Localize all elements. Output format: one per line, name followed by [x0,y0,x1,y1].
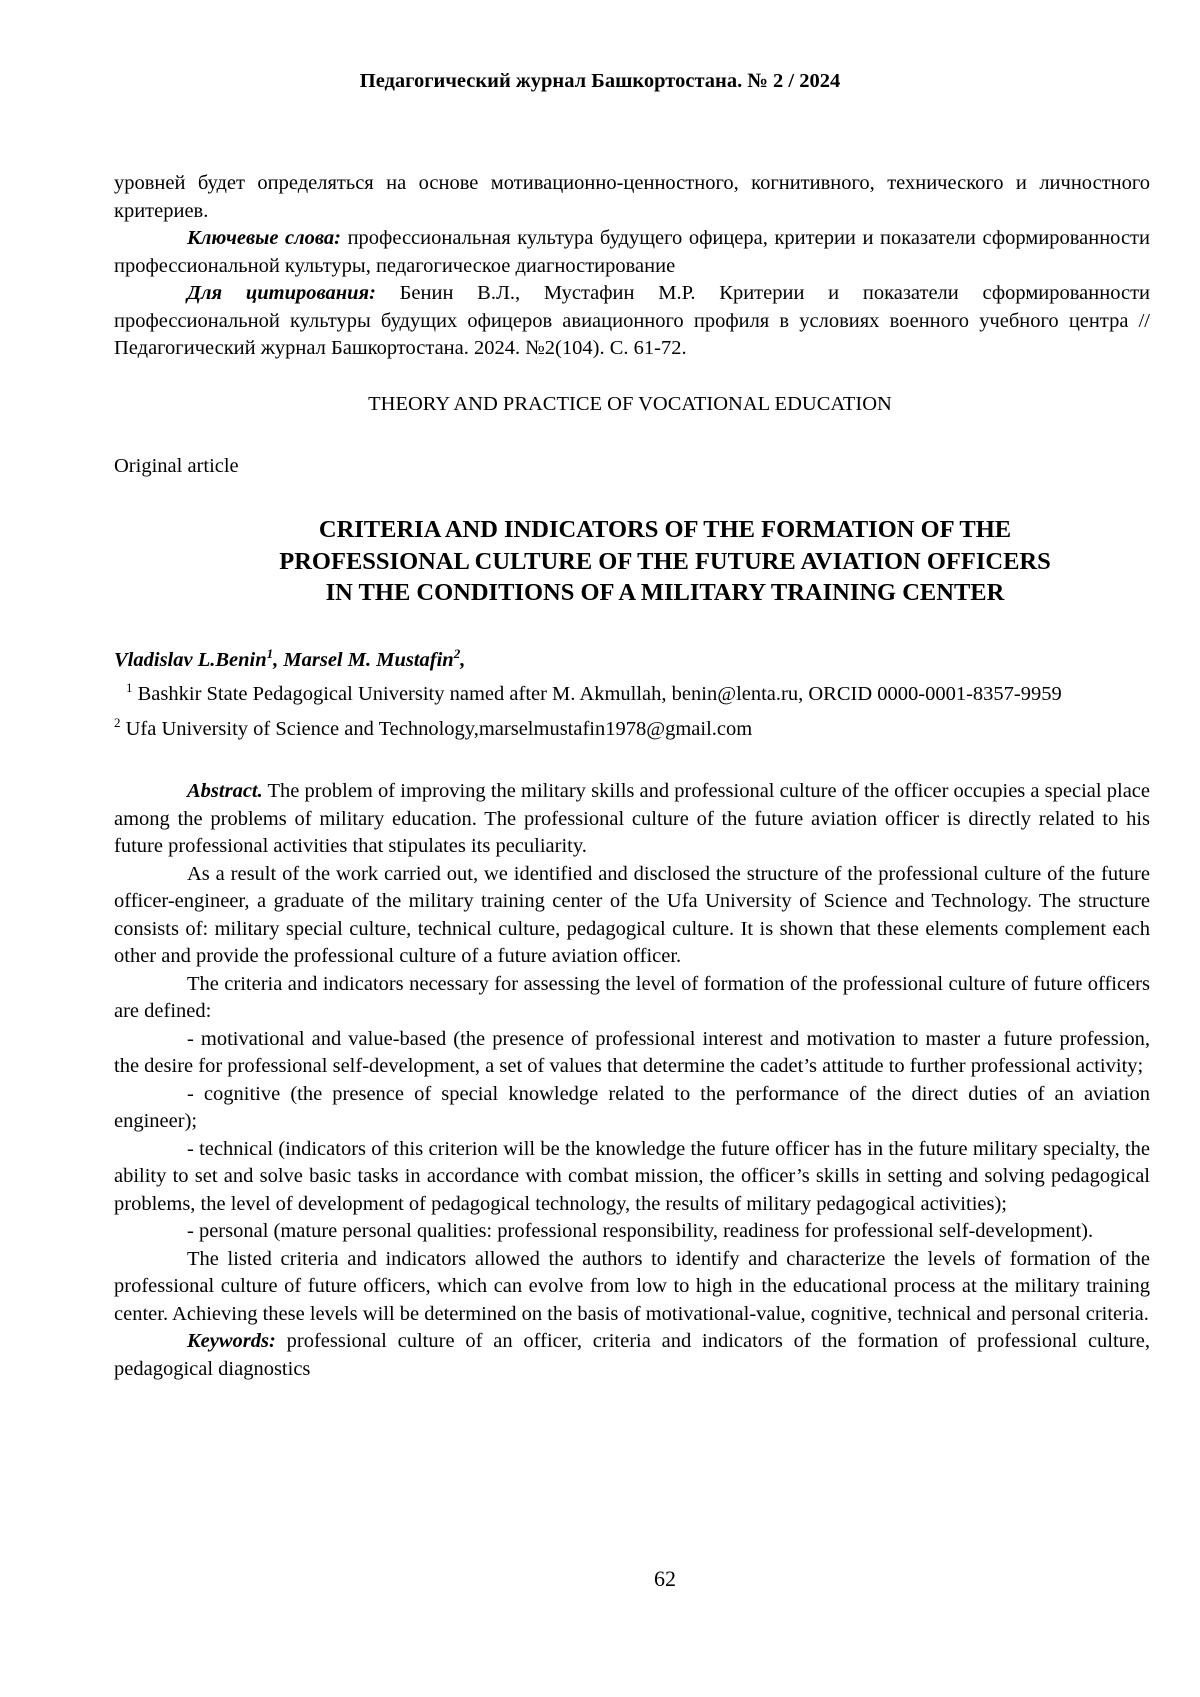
abstract-paragraph-2: As a result of the work carried out, we identified and disclosed the structure of the professional culture of the future officer-engineer, a graduate of the military training center of the Ufa University of Science and Technology. The structure consists of: military special culture, technical culture, pedagogical culture. It is shown that these elements complement each other and provide the professional culture of a future aviation officer. [114,862,1150,967]
article-title-line-1: CRITERIA AND INDICATORS OF THE FORMATION OF THE [318,516,1012,543]
affiliation-2 [114,709,1150,743]
running-header: Педагогический журнал Башкортостана. № 2 / 2024 [359,70,841,92]
section-rubric: THEORY AND PRACTICE OF VOCATIONAL EDUCATION [368,393,892,415]
russian-abstract-tail: уровней будет определяться на основе мотивационно-ценностного, когнитивного, технического и личностного критериев. [114,172,1150,222]
keywords-label: Keywords: [187,1330,276,1352]
criterion-cognitive: - cognitive (the presence of special knowledge related to the performance of the direct duties of an aviation engineer); [114,1082,1150,1132]
author-2-affiliation-mark: 2 [453,646,461,661]
authors-block [114,640,1150,743]
page-number: 62 [654,1566,676,1591]
russian-block [114,170,1150,363]
article-title-line-2: PROFESSIONAL CULTURE OF THE FUTURE AVIATION OFFICERS [279,547,1051,575]
criterion-motivational: - motivational and value-based (the presence of professional interest and motivation to master a future profession, the desire for professional self-development, a set of values that determine the cadet’s attitude to further professional activity; [114,1027,1150,1077]
abstract-paragraph-3: The criteria and indicators necessary for assessing the level of formation of the professional culture of future officers are defined: [114,972,1150,1022]
affiliation-2-mark: 2 [114,714,121,730]
article-title [0,514,1200,609]
affiliation-1 [114,674,1150,708]
russian-citation [114,280,1150,363]
author-1-name: Vladislav L.Benin [114,648,267,671]
author-2-name: Marsel M. Mustafin [283,648,454,671]
keywords [114,1328,1150,1383]
abstract-paragraph-conclusion: The listed criteria and indicators allowed the authors to identify and characterize the levels of formation of the professional culture of future officers, which can evolve from low to high in the educational process at the military training center. Achieving these levels will be determined on the basis of motivational-value, cognitive, technical and personal criteria. [114,1247,1150,1325]
affiliation-2-text: Ufa University of Science and Technology,marselmustafin1978@gmail.com [120,717,753,740]
affiliation-1-text: Bashkir State Pedagogical University named after M. Akmullah, benin@lenta.ru, ORCID 0000-0001-8357-9959 [132,683,1062,706]
article-type: Original article [114,455,239,477]
criterion-technical: - technical (indicators of this criterion will be the knowledge the future officer has in the future military specialty, the ability to set and solve basic tasks in accordance with combat mission, the officer’s skills in setting and solving pedagogical problems, the level of development of pedagogical technology, the results of military pedagogical activities); [114,1137,1150,1215]
author-1-affiliation-mark: 1 [266,646,274,661]
author-separator: , [273,648,284,671]
author-list-end: , [460,648,466,671]
russian-keywords-text: профессиональная культура будущего офицера, критерии и показатели сформированности профессиональной культуры, педагогическое диагностирование [114,227,1150,277]
abstract-paragraph-1-text: The problem of improving the military skills and professional culture of the officer occupies a special place among the problems of military education. The professional culture of the future aviation officer is directly related to his future professional activities that stipulates its peculiarity. [114,780,1150,857]
abstract-paragraph-1 [114,778,1150,861]
affiliation-1-mark: 1 [126,680,133,696]
russian-keywords-label: Ключевые слова: [187,227,341,249]
article-title-line-3: IN THE CONDITIONS OF A MILITARY TRAINING CENTER [325,579,1005,606]
author-list [114,640,1150,674]
criterion-personal: - personal (mature personal qualities: professional responsibility, readiness for professional self-development). [187,1220,1094,1242]
abstract-block [114,778,1150,1383]
abstract-label: Abstract. [187,780,263,802]
russian-citation-text: Бенин В.Л., Мустафин М.Р. Критерии и показатели сформированности профессиональной культуры будущих офицеров авиационного профиля в условиях военного учебного центра // Педагогический журнал Башкортостана. 2024. №2(104). С. 61-72. [114,282,1150,359]
russian-citation-label: Для цитирования: [187,282,376,304]
keywords-text: professional culture of an officer, criteria and indicators of the formation of professional culture, pedagogical diagnostics [114,1330,1150,1380]
russian-keywords [114,225,1150,280]
